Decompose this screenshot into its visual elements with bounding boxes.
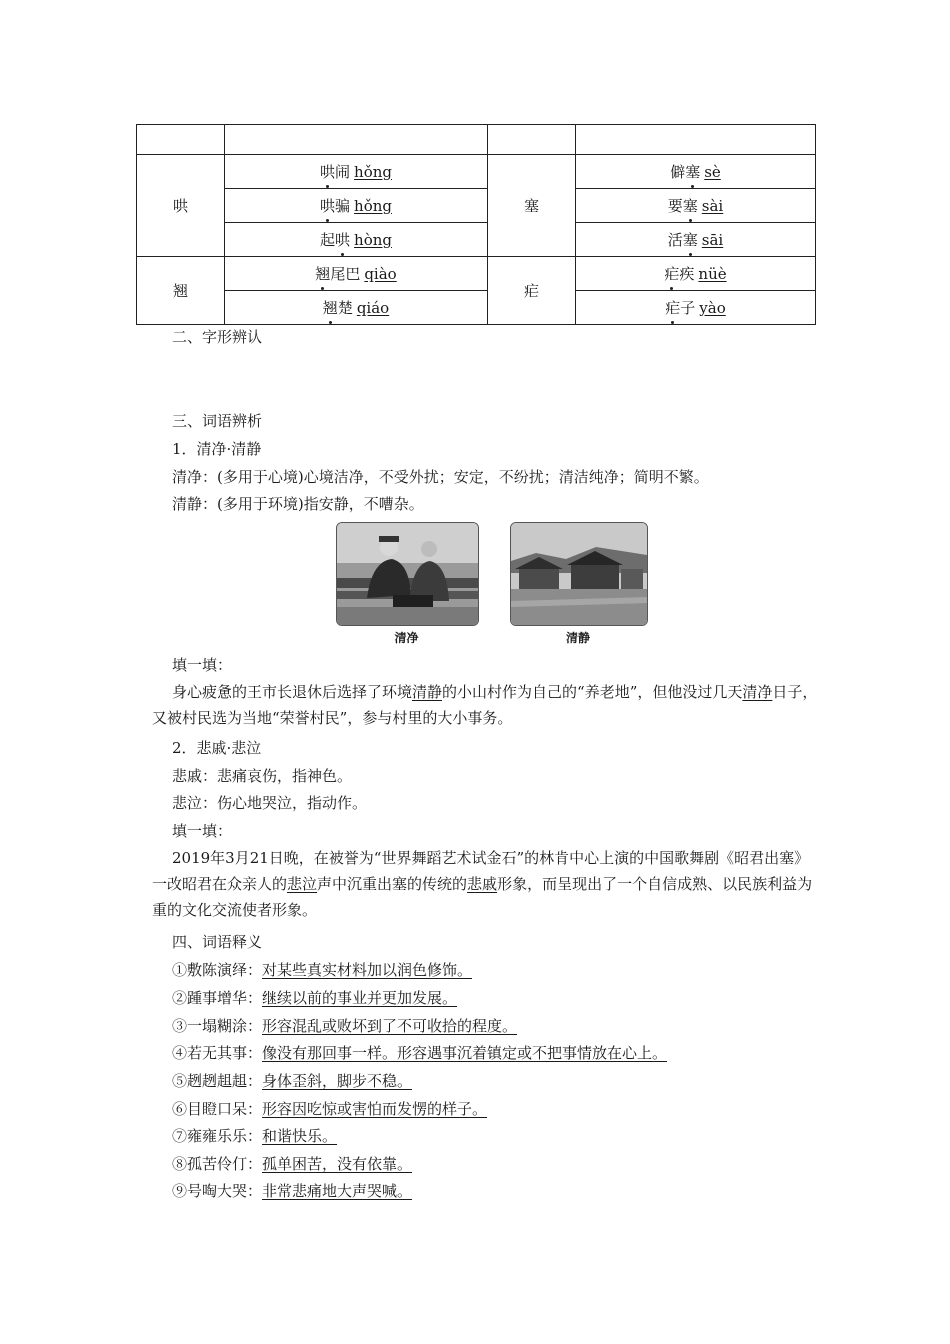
pinyin: nüè [698,265,727,283]
definition-item: ⑧孤苦伶仃：孤单困苦，没有依靠。 [172,1155,413,1173]
pinyin: qiào [364,265,397,283]
word-cell: 疟疾 nüè [576,257,816,291]
pair-2-def-1: 悲戚：悲痛哀伤，指神色。 [172,767,353,785]
definition-item: ⑥目瞪口呆：形容因吃惊或害怕而发愣的样子。 [172,1100,488,1118]
pair-1-def-2: 清静：(多用于环境)指安静，不嘈杂。 [172,495,424,513]
answer-word: 悲泣 [287,875,318,893]
definition-item: ④若无其事：像没有那回事一样。形容遇事沉着镇定或不把事情放在心上。 [172,1044,668,1062]
photo-qingjing-village [510,522,648,626]
pinyin: hǒng [354,197,392,215]
caption-right: 清静 [565,631,590,645]
pair-1-def-1: 清净：(多用于心境)心境洁净，不受外扰；安定，不纷扰；清洁纯净；简明不繁。 [172,468,709,486]
word-cell: 哄闹 hǒng [225,155,488,189]
pronunciation-table [136,124,816,325]
word-cell: 要塞 sài [576,189,816,223]
table-row [137,189,816,223]
header-cell [137,125,225,155]
pinyin: sè [704,163,721,181]
pinyin: sài [701,197,724,215]
header-cell [225,125,488,155]
fill-paragraph-2: 2019年3月21日晚，在被誉为“世界舞蹈艺术试金石”的林肯中心上演的中国歌舞剧《昭君出塞》一改昭君在众亲人的悲泣声中沉重出塞的传统的悲戚形象，而呈现出了一个自信成熟、以民族利益为重的文化交流使者形象。 [152,849,813,919]
pair-2-def-2: 悲泣：伤心地哭泣，指动作。 [172,794,368,812]
table-row [137,223,816,257]
char-hong: 哄 [137,155,225,257]
answer-word: 清静 [412,683,443,701]
definition-item: ⑤趔趔趄趄：身体歪斜，脚步不稳。 [172,1072,413,1090]
pinyin: yào [699,299,726,317]
fill-label-2: 填一填： [172,822,233,840]
caption-left: 清净 [394,631,419,645]
header-cell [576,125,816,155]
word-cell: 翘楚 qiáo [225,291,488,325]
pinyin: qiáo [356,299,390,317]
pinyin: hòng [354,231,392,249]
section-2-title: 二、字形辨认 [172,328,263,346]
section-4-title: 四、词语释义 [172,933,263,951]
definition-item: ⑨号啕大哭：非常悲痛地大声哭喊。 [172,1182,413,1200]
word-cell: 僻塞 sè [576,155,816,189]
pair-1-title: 1．清净·清静 [172,440,262,458]
definition-item: ②踵事增华：继续以前的事业并更加发展。 [172,989,458,1007]
word-cell: 哄骗 hǒng [225,189,488,223]
table-row [137,291,816,325]
pair-2-title: 2．悲戚·悲泣 [172,739,262,757]
word-cell: 活塞 sāi [576,223,816,257]
table-row [137,257,816,291]
char-nue: 疟 [488,257,576,325]
definition-item: ⑦雍雍乐乐：和谐快乐。 [172,1127,338,1145]
answer-word: 清净 [742,683,773,701]
fill-label-1: 填一填： [172,656,233,674]
answer-word: 悲戚 [467,875,498,893]
word-cell: 翘尾巴 qiào [225,257,488,291]
fill-paragraph-1: 身心疲惫的王市长退休后选择了环境清静的小山村作为自己的“养老地”，但他没过几天清净日子，又被村民选为当地“荣誉村民”，参与村里的大小事务。 [152,683,818,727]
definition-item: ①敷陈演绎：对某些真实材料加以润色修饰。 [172,961,473,979]
pinyin: sāi [701,231,724,249]
definition-item: ③一塌糊涂：形容混乱或败坏到了不可收拾的程度。 [172,1017,518,1035]
word-cell: 疟子 yào [576,291,816,325]
pinyin: hǒng [354,163,392,181]
char-qiao: 翘 [137,257,225,325]
char-sai: 塞 [488,155,576,257]
table-row [137,155,816,189]
table-header-row [137,125,816,155]
photo-qingjing-men [336,522,479,626]
header-cell [488,125,576,155]
photo-illustration [511,523,647,625]
word-cell: 起哄 hòng [225,223,488,257]
photo-illustration [337,523,478,625]
section-3-title: 三、词语辨析 [172,412,263,430]
